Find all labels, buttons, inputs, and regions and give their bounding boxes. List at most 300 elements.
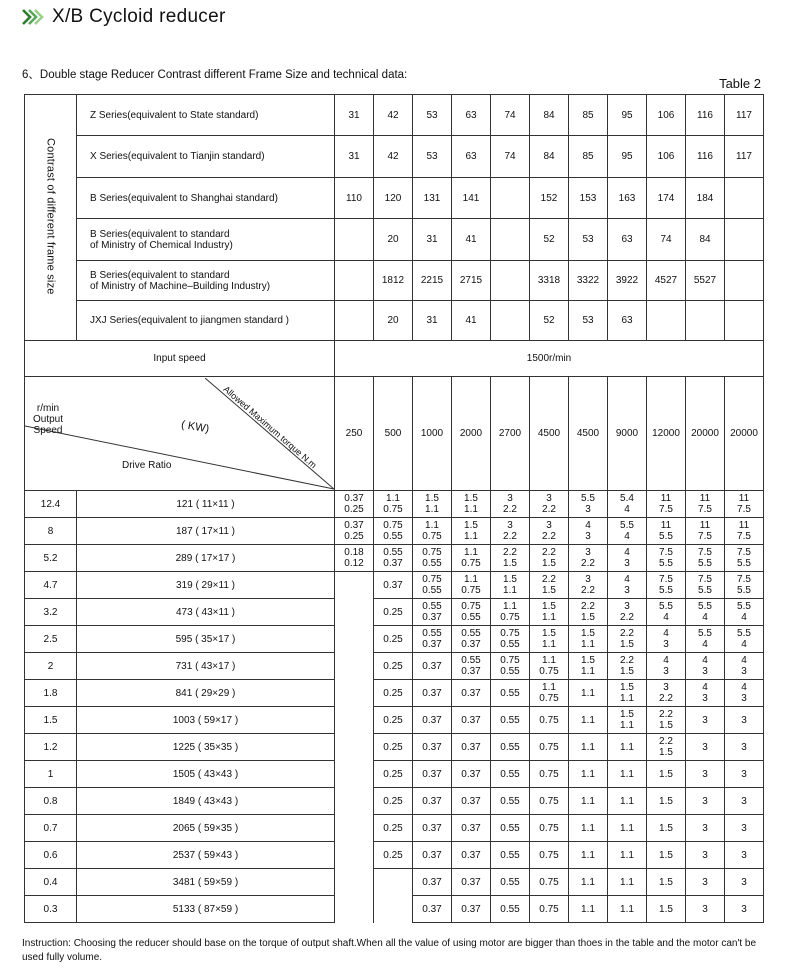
- power-value: [335, 788, 374, 815]
- series-value: 163: [608, 178, 647, 219]
- power-value: 2.2 1.5: [647, 707, 686, 734]
- power-value: 1.1: [608, 761, 647, 788]
- power-value: 5.5 4: [686, 626, 725, 653]
- power-value: 1.5: [647, 869, 686, 896]
- power-value: 1.1 0.75: [530, 653, 569, 680]
- data-row: [25, 545, 764, 572]
- data-row: [25, 707, 764, 734]
- drive-ratio: 121 ( 11×11 ): [77, 491, 335, 518]
- power-value: 1.1: [608, 869, 647, 896]
- series-value: 131: [413, 178, 452, 219]
- power-value: 0.55: [491, 842, 530, 869]
- power-value: 0.37: [413, 815, 452, 842]
- power-value: 0.55: [491, 788, 530, 815]
- power-value: 3: [686, 869, 725, 896]
- torque-value: 9000: [608, 377, 647, 491]
- power-value: 0.75 0.55: [491, 653, 530, 680]
- output-speed: 0.4: [25, 869, 77, 896]
- series-value: 85: [569, 95, 608, 136]
- power-value: 1.1: [569, 761, 608, 788]
- power-value: 0.55: [491, 680, 530, 707]
- power-value: 0.37: [452, 707, 491, 734]
- power-value: 1.5 1.1: [452, 491, 491, 518]
- power-value: 0.25: [374, 653, 413, 680]
- series-value: 141: [452, 178, 491, 219]
- power-value: 11 7.5: [686, 491, 725, 518]
- data-row: [25, 788, 764, 815]
- power-value: 0.25: [374, 680, 413, 707]
- output-speed-label: r/min Output Speed: [33, 402, 64, 436]
- output-speed: 5.2: [25, 545, 77, 572]
- power-value: [335, 707, 374, 734]
- power-value: 3: [686, 815, 725, 842]
- power-value: 0.37: [452, 815, 491, 842]
- drive-ratio: 1849 ( 43×43 ): [77, 788, 335, 815]
- series-value: [335, 261, 374, 301]
- power-value: 0.55: [491, 707, 530, 734]
- power-value: 0.75: [530, 896, 569, 923]
- series-value: [725, 261, 764, 301]
- series-value: [725, 301, 764, 341]
- power-value: 0.25: [374, 842, 413, 869]
- series-value: 53: [413, 95, 452, 136]
- power-value: 1.1: [569, 896, 608, 923]
- power-value: 0.25: [374, 761, 413, 788]
- series-value: [725, 178, 764, 219]
- power-value: 5.5 4: [725, 599, 764, 626]
- output-speed: 12.4: [25, 491, 77, 518]
- series-label: B Series(equivalent to standard of Ministry of Machine–Building Industry): [77, 261, 335, 301]
- series-value: 53: [569, 301, 608, 341]
- power-value: 0.55: [491, 869, 530, 896]
- series-value: 110: [335, 178, 374, 219]
- power-value: 2.2 1.5: [608, 653, 647, 680]
- series-value: 85: [569, 136, 608, 178]
- series-value: 31: [413, 301, 452, 341]
- power-value: 3: [725, 707, 764, 734]
- power-value: 4 3: [725, 680, 764, 707]
- series-value: 117: [725, 95, 764, 136]
- power-value: 11 7.5: [725, 491, 764, 518]
- power-value: 0.37: [452, 788, 491, 815]
- series-value: [491, 219, 530, 261]
- contrast-label: Contrast of different frame size: [44, 137, 57, 295]
- power-value: 1.1: [608, 734, 647, 761]
- power-value: 0.37 0.25: [335, 518, 374, 545]
- power-value: 0.25: [374, 815, 413, 842]
- power-value: 0.75: [530, 842, 569, 869]
- power-value: 0.75 0.55: [452, 599, 491, 626]
- power-value: 4 3: [647, 653, 686, 680]
- torque-value: 250: [335, 377, 374, 491]
- series-value: 42: [374, 95, 413, 136]
- power-value: 0.75: [530, 869, 569, 896]
- power-value: 0.55 0.37: [452, 653, 491, 680]
- power-value: 1.5: [647, 842, 686, 869]
- power-value: [335, 572, 374, 599]
- series-value: 63: [608, 219, 647, 261]
- power-value: 3 2.2: [647, 680, 686, 707]
- power-value: 3 2.2: [530, 491, 569, 518]
- power-value: 1.1 0.75: [491, 599, 530, 626]
- series-value: 20: [374, 219, 413, 261]
- output-speed: 4.7: [25, 572, 77, 599]
- series-value: 2715: [452, 261, 491, 301]
- power-value: 3 2.2: [491, 518, 530, 545]
- power-value: 3: [725, 842, 764, 869]
- instruction-note: Instruction: Choosing the reducer should base on the torque of output shaft.When all the value of using motor are bigger than thoes in the table and the motor can't be used fully volume.: [22, 938, 757, 963]
- power-value: 5.5 4: [725, 626, 764, 653]
- power-value: 5.5 4: [608, 518, 647, 545]
- output-speed: 3.2: [25, 599, 77, 626]
- power-value: 1.5 1.1: [569, 626, 608, 653]
- power-value: 0.25: [374, 734, 413, 761]
- power-value: 1.1: [569, 788, 608, 815]
- power-value: 0.25: [374, 599, 413, 626]
- power-value: 7.5 5.5: [647, 572, 686, 599]
- power-value: 1.1: [608, 815, 647, 842]
- power-value: 0.55: [491, 896, 530, 923]
- power-value: [335, 653, 374, 680]
- power-value: 1.1 0.75: [374, 491, 413, 518]
- power-value: 2.2 1.5: [530, 545, 569, 572]
- power-value: 1.1: [608, 788, 647, 815]
- power-value: 3 2.2: [530, 518, 569, 545]
- power-value: 11 5.5: [647, 518, 686, 545]
- power-value: 0.37: [413, 842, 452, 869]
- power-value: 0.25: [374, 788, 413, 815]
- reducer-table: [24, 94, 764, 923]
- series-value: 3922: [608, 261, 647, 301]
- power-value: 0.75: [530, 761, 569, 788]
- series-value: 74: [491, 136, 530, 178]
- series-value: 31: [335, 136, 374, 178]
- data-row: [25, 518, 764, 545]
- power-value: 1.1: [569, 680, 608, 707]
- input-speed-label: Input speed: [25, 341, 335, 377]
- data-row: [25, 842, 764, 869]
- drive-ratio: 473 ( 43×11 ): [77, 599, 335, 626]
- series-value: 63: [608, 301, 647, 341]
- series-value: 41: [452, 301, 491, 341]
- series-value: 3318: [530, 261, 569, 301]
- power-value: 1.5: [647, 896, 686, 923]
- series-value: 41: [452, 219, 491, 261]
- data-row: [25, 653, 764, 680]
- power-value: 4 3: [569, 518, 608, 545]
- power-value: 0.55 0.37: [413, 626, 452, 653]
- power-value: 0.37: [413, 869, 452, 896]
- series-value: 106: [647, 136, 686, 178]
- drive-ratio: 1225 ( 35×35 ): [77, 734, 335, 761]
- power-value: 3: [686, 734, 725, 761]
- power-value: 0.37: [413, 653, 452, 680]
- power-value: 1.5 1.1: [608, 707, 647, 734]
- power-value: 1.1: [569, 869, 608, 896]
- series-row: [25, 261, 764, 301]
- page-title: X/B Cycloid reducer: [52, 6, 226, 27]
- power-value: 0.55: [491, 761, 530, 788]
- series-value: 63: [452, 136, 491, 178]
- power-value: [335, 842, 374, 869]
- output-speed: 0.3: [25, 896, 77, 923]
- series-row: [25, 178, 764, 219]
- power-value: 3: [686, 707, 725, 734]
- power-value: 1.5 1.1: [413, 491, 452, 518]
- power-value: 1.5 1.1: [608, 680, 647, 707]
- output-speed: 2.5: [25, 626, 77, 653]
- power-value: 0.75: [530, 734, 569, 761]
- power-value: [335, 626, 374, 653]
- output-speed: 0.7: [25, 815, 77, 842]
- power-value: 1.5 1.1: [530, 599, 569, 626]
- power-value: 7.5 5.5: [686, 545, 725, 572]
- series-value: [491, 178, 530, 219]
- page-header: [22, 4, 226, 30]
- power-value: [374, 896, 413, 923]
- power-value: 0.55 0.37: [374, 545, 413, 572]
- drive-ratio: 289 ( 17×17 ): [77, 545, 335, 572]
- allowed-torque-label: Allowed Maximum torque N.m: [221, 383, 319, 470]
- drive-ratio: 595 ( 35×17 ): [77, 626, 335, 653]
- power-value: 2.2 1.5: [647, 734, 686, 761]
- series-value: 3322: [569, 261, 608, 301]
- series-value: 184: [686, 178, 725, 219]
- power-value: 0.37: [413, 734, 452, 761]
- series-value: 95: [608, 95, 647, 136]
- power-value: 1.1: [569, 707, 608, 734]
- power-value: 0.37: [452, 869, 491, 896]
- power-value: 1.5 1.1: [530, 626, 569, 653]
- power-value: 3 2.2: [569, 572, 608, 599]
- torque-value: 4500: [530, 377, 569, 491]
- power-value: [335, 680, 374, 707]
- power-value: 3: [725, 815, 764, 842]
- series-value: 116: [686, 136, 725, 178]
- data-row: [25, 869, 764, 896]
- power-value: 3 2.2: [491, 491, 530, 518]
- drive-ratio: 841 ( 29×29 ): [77, 680, 335, 707]
- power-value: 11 7.5: [686, 518, 725, 545]
- data-row: [25, 626, 764, 653]
- output-speed: 0.6: [25, 842, 77, 869]
- drive-ratio: 187 ( 17×11 ): [77, 518, 335, 545]
- series-value: 117: [725, 136, 764, 178]
- power-value: 0.37: [452, 896, 491, 923]
- power-value: 0.75 0.55: [491, 626, 530, 653]
- diagonal-header: [25, 377, 335, 491]
- power-value: 1.1: [608, 896, 647, 923]
- power-value: 1.1 0.75: [452, 545, 491, 572]
- series-value: [491, 301, 530, 341]
- power-value: 0.37: [452, 842, 491, 869]
- power-value: 7.5 5.5: [647, 545, 686, 572]
- power-value: 0.37 0.25: [335, 491, 374, 518]
- diagonal-lines: [25, 378, 334, 490]
- output-speed: 1: [25, 761, 77, 788]
- series-value: 42: [374, 136, 413, 178]
- data-row: [25, 815, 764, 842]
- series-value: [647, 301, 686, 341]
- power-value: 1.5 1.1: [452, 518, 491, 545]
- torque-value: 12000: [647, 377, 686, 491]
- output-speed: 1.8: [25, 680, 77, 707]
- power-value: 0.37: [413, 680, 452, 707]
- power-value: 5.5 3: [569, 491, 608, 518]
- series-value: 53: [413, 136, 452, 178]
- power-value: 5.5 4: [686, 599, 725, 626]
- drive-ratio: 2537 ( 59×43 ): [77, 842, 335, 869]
- series-value: 74: [647, 219, 686, 261]
- series-value: 120: [374, 178, 413, 219]
- power-value: 1.1 0.75: [413, 518, 452, 545]
- output-speed: 2: [25, 653, 77, 680]
- power-value: [335, 734, 374, 761]
- power-value: 0.18 0.12: [335, 545, 374, 572]
- power-value: 0.75: [530, 815, 569, 842]
- series-value: 74: [491, 95, 530, 136]
- power-value: 5.4 4: [608, 491, 647, 518]
- power-value: 3: [725, 896, 764, 923]
- series-value: 20: [374, 301, 413, 341]
- series-value: [725, 219, 764, 261]
- series-row: [25, 219, 764, 261]
- torque-value: 20000: [686, 377, 725, 491]
- series-value: 153: [569, 178, 608, 219]
- power-value: [335, 896, 374, 923]
- power-value: 2.2 1.5: [491, 545, 530, 572]
- power-value: 3: [686, 896, 725, 923]
- series-value: [686, 301, 725, 341]
- power-value: [335, 869, 374, 896]
- drive-ratio: 319 ( 29×11 ): [77, 572, 335, 599]
- torque-value: 4500: [569, 377, 608, 491]
- power-value: 11 7.5: [725, 518, 764, 545]
- power-value: 0.37: [413, 761, 452, 788]
- power-value: 0.37: [413, 896, 452, 923]
- power-value: 3 2.2: [608, 599, 647, 626]
- torque-value: 500: [374, 377, 413, 491]
- power-value: 0.37: [452, 680, 491, 707]
- power-value: 1.1 0.75: [452, 572, 491, 599]
- power-value: 3: [725, 734, 764, 761]
- drive-ratio: 1505 ( 43×43 ): [77, 761, 335, 788]
- series-value: 174: [647, 178, 686, 219]
- series-label: JXJ Series(equivalent to jiangmen standard ): [77, 301, 335, 341]
- input-speed-row: [25, 341, 764, 377]
- power-value: 3 2.2: [569, 545, 608, 572]
- series-value: 84: [530, 95, 569, 136]
- power-value: 7.5 5.5: [686, 572, 725, 599]
- series-value: 52: [530, 219, 569, 261]
- power-value: [335, 815, 374, 842]
- output-speed: 1.5: [25, 707, 77, 734]
- drive-ratio-label: Drive Ratio: [122, 459, 172, 471]
- drive-ratio: 1003 ( 59×17 ): [77, 707, 335, 734]
- power-value: 7.5 5.5: [725, 572, 764, 599]
- header-row: [25, 377, 764, 491]
- power-value: 0.37: [452, 761, 491, 788]
- series-value: [335, 219, 374, 261]
- power-value: 1.1: [569, 842, 608, 869]
- output-speed: 8: [25, 518, 77, 545]
- power-value: 0.37: [374, 572, 413, 599]
- series-label: B Series(equivalent to Shanghai standard): [77, 178, 335, 219]
- torque-value: 2000: [452, 377, 491, 491]
- power-value: 0.25: [374, 626, 413, 653]
- power-value: 1.1 0.75: [530, 680, 569, 707]
- table-label: Table 2: [719, 76, 761, 91]
- power-value: 4 3: [647, 626, 686, 653]
- power-value: 7.5 5.5: [725, 545, 764, 572]
- series-value: 1812: [374, 261, 413, 301]
- chevron-icon: [22, 9, 44, 25]
- drive-ratio: 5133 ( 87×59 ): [77, 896, 335, 923]
- power-value: 1.5: [647, 761, 686, 788]
- series-row: [25, 95, 764, 136]
- input-speed-value: 1500r/min: [335, 341, 764, 377]
- power-value: 0.55: [491, 815, 530, 842]
- power-value: 0.75: [530, 788, 569, 815]
- power-value: [335, 599, 374, 626]
- power-value: [335, 761, 374, 788]
- power-value: 2.2 1.5: [569, 599, 608, 626]
- power-value: 0.55 0.37: [413, 599, 452, 626]
- power-value: 3: [686, 761, 725, 788]
- power-value: 1.5 1.1: [569, 653, 608, 680]
- series-value: 63: [452, 95, 491, 136]
- power-value: 1.5 1.1: [491, 572, 530, 599]
- power-value: 3: [686, 788, 725, 815]
- series-value: 84: [530, 136, 569, 178]
- torque-value: 20000: [725, 377, 764, 491]
- data-row: [25, 572, 764, 599]
- data-row: [25, 734, 764, 761]
- series-label: B Series(equivalent to standard of Ministry of Chemical Industry): [77, 219, 335, 261]
- power-value: 0.55: [491, 734, 530, 761]
- series-label: X Series(equivalent to Tianjin standard): [77, 136, 335, 178]
- power-value: 0.75: [530, 707, 569, 734]
- power-value: 0.37: [413, 788, 452, 815]
- power-value: 1.1: [569, 734, 608, 761]
- kw-label: ( KW): [180, 418, 211, 435]
- torque-value: 2700: [491, 377, 530, 491]
- series-label: Z Series(equivalent to State standard): [77, 95, 335, 136]
- data-row: [25, 680, 764, 707]
- series-value: 31: [335, 95, 374, 136]
- series-value: 2215: [413, 261, 452, 301]
- series-value: 52: [530, 301, 569, 341]
- contrast-label-cell: [25, 95, 77, 341]
- power-value: 11 7.5: [647, 491, 686, 518]
- drive-ratio: 731 ( 43×17 ): [77, 653, 335, 680]
- power-value: 3: [686, 842, 725, 869]
- series-row: [25, 301, 764, 341]
- power-value: 0.75 0.55: [413, 545, 452, 572]
- power-value: 1.1: [608, 842, 647, 869]
- series-value: 95: [608, 136, 647, 178]
- series-value: 152: [530, 178, 569, 219]
- power-value: 4 3: [608, 572, 647, 599]
- data-row: [25, 491, 764, 518]
- data-row: [25, 599, 764, 626]
- power-value: 1.5: [647, 788, 686, 815]
- power-value: 2.2 1.5: [608, 626, 647, 653]
- power-value: 3: [725, 788, 764, 815]
- power-value: 4 3: [608, 545, 647, 572]
- power-value: 1.5: [647, 815, 686, 842]
- power-value: 4 3: [725, 653, 764, 680]
